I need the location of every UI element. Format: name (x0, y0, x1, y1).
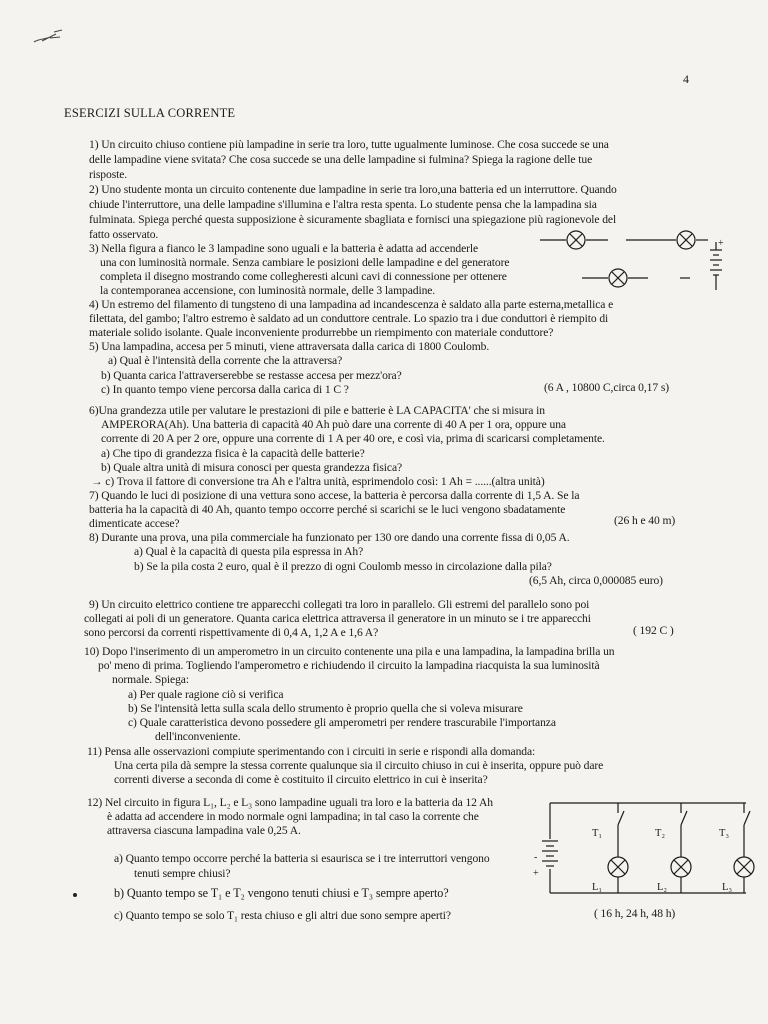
lamp-label: L₃ (722, 882, 732, 893)
text-line: filettata, del gambo; l'altro estremo è saldato ad un conduttore centrale. Lo spazio tra i due conduttori è riempito di (89, 312, 609, 325)
lamp-icon (734, 857, 754, 893)
switch-icon (744, 803, 750, 857)
lamp-label: L₂ (657, 882, 667, 893)
text-line: dell'inconveniente. (155, 730, 241, 743)
switch-label: T₃ (719, 828, 729, 839)
text-line: 3) Nella figura a fianco le 3 lampadine sono uguali e la batteria è adatta ad accenderle (89, 242, 479, 255)
answer-text: (6,5 Ah, circa 0,000085 euro) (529, 574, 663, 587)
pen-scribble-mark (32, 28, 66, 46)
switch-icon (681, 803, 687, 857)
text-line: attraversa ciascuna lampadina vale 0,25 A. (107, 824, 301, 837)
text-line: 9) Un circuito elettrico contiene tre apparecchi collegati tra loro in parallelo. Gli estremi del parallelo sono poi (89, 598, 590, 611)
text-line: materiale solido isolante. Quale inconveniente produrrebbe un riempimento con materiale conduttore? (89, 326, 554, 339)
switch-label: T₂ (655, 828, 665, 839)
text-line: tenuti sempre chiusi? (134, 867, 231, 880)
text-line: AMPERORA(Ah). Una batteria di capacità 40 Ah può dare una corrente di 40 A per 1 ora, oppure una (101, 418, 566, 431)
lamp-icon (626, 231, 708, 249)
text-line: chiude l'interruttore, una delle lampadine s'illumina e l'altra resta spenta. Lo studente pensa che la lampadina sia (89, 198, 597, 211)
battery-plus-sign: + (533, 868, 539, 879)
text-line: 12) Nel circuito in figura L₁, L₂ e L₃ sono lampadine uguali tra loro e la batteria da 12 Ah (87, 796, 494, 809)
text-line: a) Per quale ragione ciò si verifica (128, 688, 284, 701)
text-line: risposte. (89, 168, 128, 181)
bullet-mark (73, 893, 77, 897)
text-line: la contemporanea accensione, con luminosità normale, delle 3 lampadine. (100, 284, 436, 297)
text-line: c) In quanto tempo viene percorsa dalla carica di 1 C ? (101, 383, 349, 396)
text-line: b) Quale altra unità di misura conosci per questa grandezza fisica? (101, 461, 403, 474)
text-line: correnti diverse a seconda di come è costituito il circuito elettrico in cui è inserita? (114, 773, 488, 786)
text-line: 6)Una grandezza utile per valutare le prestazioni di pile e batterie è LA CAPACITA' che si misura in (89, 404, 545, 417)
switch-icon (618, 803, 624, 857)
text-line: normale. Spiega: (112, 673, 189, 686)
battery-plus-sign: + (718, 238, 724, 249)
text-line: a) Qual è la capacità di questa pila espressa in Ah? (134, 545, 364, 558)
text-line: completa il disegno mostrando come collegheresti alcuni cavi di connessione per ottenere (100, 270, 507, 283)
text-line: 1) Un circuito chiuso contiene più lampadine in serie tra loro, tutte ugualmente luminose. Che cosa succede se una (89, 138, 609, 151)
text-line: a) Che tipo di grandezza fisica è la capacità delle batterie? (101, 447, 365, 460)
exercise3-figure (530, 228, 740, 298)
page-number: 4 (683, 72, 689, 86)
text-line: collegati ai poli di un generatore. Quanta carica elettrica attraversa il generatore in un minuto se i tre apparecchi (84, 612, 591, 625)
text-line: delle lampadine viene svitata? Che cosa succede se una delle lampadine si fulmina? Spiega la ragione delle tue (89, 153, 593, 166)
page-title: ESERCIZI SULLA CORRENTE (64, 106, 236, 120)
text-line: 10) Dopo l'inserimento di un amperometro in un circuito contenente una pila e una lampadina, la lampadina brilla un (84, 645, 615, 658)
text-line: c) Quale caratteristica devono possedere gli amperometri per rendere trascurabile l'importanza (128, 716, 556, 729)
text-line: Una certa pila dà sempre la stessa corrente qualunque sia il circuito chiuso in cui è inserita, oppure può dare (114, 759, 604, 772)
answer-text: ( 16 h, 24 h, 48 h) (594, 907, 676, 920)
text-line: fulminata. Spiega perché questa supposizione è sicuramente sbagliata e fornisci una spiegazione più ragionevole del (89, 213, 617, 226)
text-line: b) Se la pila costa 2 euro, qual è il prezzo di ogni Coulomb messo in circolazione dalla pila? (134, 560, 552, 573)
battery-icon (542, 841, 558, 866)
text-line: b) Quanta carica l'attraverserebbe se restasse accesa per mezz'ora? (101, 369, 402, 382)
text-line: dimenticate accese? (89, 517, 180, 530)
text-line: batteria ha la capacità di 40 Ah, quanto tempo occorre perché si scarichi se le luci vengono sbadatamente (89, 503, 566, 516)
text-line: è adatta ad accendere in modo normale ogni lampadina; in tal caso la corrente che (107, 810, 479, 823)
text-line: fatto osservato. (89, 228, 159, 241)
text-line: una con luminosità normale. Senza cambiare le posizioni delle lampadine e del generatore (100, 256, 510, 269)
text-line: → c) Trova il fattore di conversione tra Ah e l'altra unità, esprimendolo così: 1 Ah = ......(altra unità) (91, 475, 545, 488)
battery-minus-sign: - (534, 852, 538, 863)
lamp-icon (608, 857, 628, 893)
answer-text: (26 h e 40 m) (614, 514, 676, 527)
text-line: po' meno di prima. Togliendo l'amperometro e richiudendo il circuito la lampadina riacquista la sua luminosità (98, 659, 600, 672)
switch-label: T₁ (592, 828, 602, 839)
text-line: 2) Uno studente monta un circuito contenente due lampadine in serie tra loro,una batteria ed un interruttore. Quando (89, 183, 617, 196)
text-line: b) Se l'intensità letta sulla scala dello strumento è proprio quella che si voleva misurare (128, 702, 523, 715)
lamp-label: L₁ (592, 882, 602, 893)
text-line: sono percorsi da correnti rispettivamente di 0,4 A, 1,2 A e 1,6 A? (84, 626, 379, 639)
lamp-icon (582, 269, 690, 287)
answer-text: (6 A , 10800 C,circa 0,17 s) (544, 381, 670, 394)
lamp-icon (540, 231, 608, 249)
text-line: b) Quanto tempo se T₁ e T₂ vengono tenuti chiusi e T₃ sempre aperto? (114, 886, 449, 900)
text-line: 11) Pensa alle osservazioni compiute sperimentando con i circuiti in serie e rispondi alla domanda: (87, 745, 536, 758)
text-line: a) Qual è l'intensità della corrente che la attraversa? (108, 354, 343, 367)
lamp-icon (671, 857, 691, 893)
text-line: a) Quanto tempo occorre perché la batteria si esaurisca se i tre interruttori vengono (114, 852, 490, 865)
text-line: 8) Durante una prova, una pila commerciale ha funzionato per 130 ore dando una corrente fissa di 0,05 A. (89, 531, 570, 544)
text-line: c) Quanto tempo se solo T₁ resta chiuso e gli altri due sono sempre aperti? (114, 909, 451, 922)
text-line: corrente di 20 A per 2 ore, oppure una corrente di 1 A per 40 ore, e così via, prima di scaricarsi completamente. (101, 432, 605, 445)
answer-text: ( 192 C ) (633, 624, 674, 637)
text-line: 5) Una lampadina, accesa per 5 minuti, viene attraversata dalla carica di 1800 Coulomb. (89, 340, 490, 353)
text-line: 4) Un estremo del filamento di tungsteno di una lampadina ad incandescenza è saldato alla parte esterna,metallica e (89, 298, 614, 311)
text-line: 7) Quando le luci di posizione di una vettura sono accese, la batteria è percorsa dalla corrente di 1,5 A. Se la (89, 489, 580, 502)
